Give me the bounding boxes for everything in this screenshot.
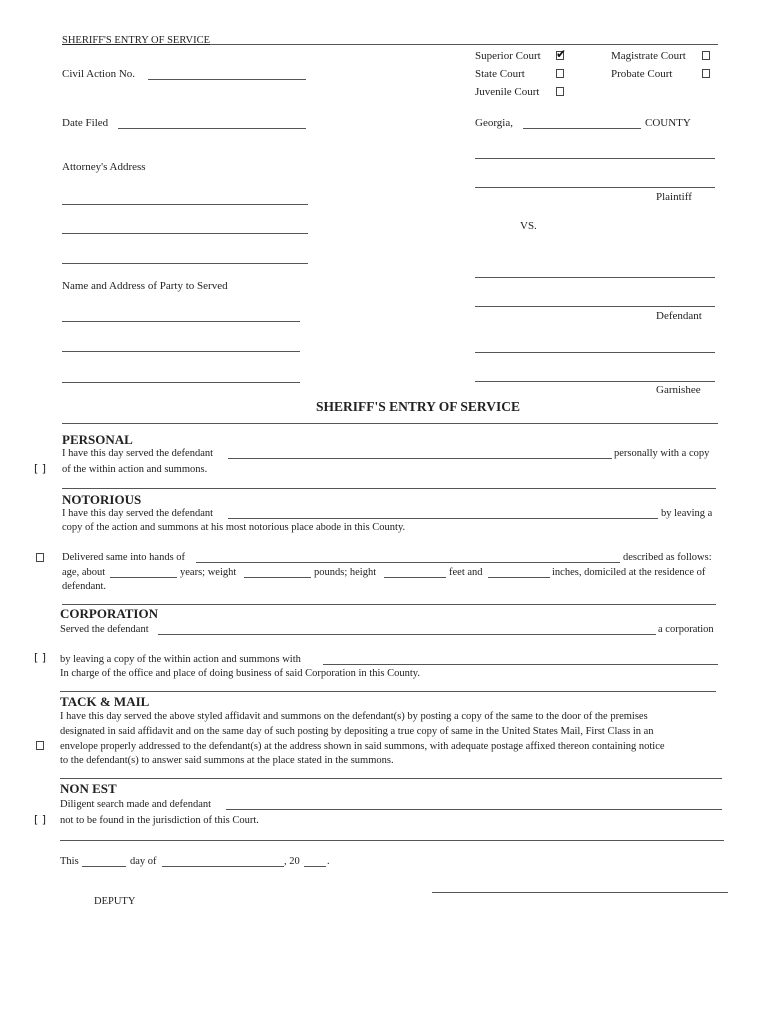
attorney-address-field-2[interactable]: [62, 233, 308, 234]
corporation-line1-end: a corporation: [658, 624, 714, 635]
garnishee-label: Garnishee: [656, 384, 701, 396]
personal-checkbox[interactable]: [ ]: [34, 462, 47, 475]
garnishee-field-2[interactable]: [475, 381, 715, 382]
defendant-field-1[interactable]: [475, 277, 715, 278]
superior-court-checkbox[interactable]: [556, 51, 564, 60]
running-title: SHERIFF'S ENTRY OF SERVICE: [62, 35, 210, 46]
years-label: years; weight: [180, 567, 237, 578]
corporation-line3: In charge of the office and place of doing business of said Corporation in this County.: [60, 668, 420, 679]
deputy-label: DEPUTY: [94, 896, 136, 907]
non-est-line1: Diligent search made and defendant: [60, 799, 212, 810]
age-field[interactable]: [110, 577, 177, 578]
corporation-heading: CORPORATION: [60, 606, 158, 621]
defendant-label: Defendant: [656, 310, 702, 322]
corporation-agent-field[interactable]: [323, 664, 718, 665]
footer-month-field[interactable]: [162, 866, 284, 867]
corporation-defendant-field[interactable]: [158, 634, 656, 635]
notorious-rule: [62, 604, 716, 605]
non-est-heading: NON EST: [60, 781, 117, 796]
juvenile-court-checkbox[interactable]: [556, 87, 564, 96]
attorney-address-label: Attorney's Address: [62, 161, 146, 173]
georgia-label: Georgia,: [475, 117, 513, 129]
state-court-checkbox[interactable]: [556, 69, 564, 78]
civil-action-field[interactable]: [148, 79, 306, 80]
non-est-line2: not to be found in the jurisdiction of this Court.: [60, 815, 259, 826]
attorney-address-field-1[interactable]: [62, 204, 308, 205]
non-est-defendant-field[interactable]: [226, 809, 722, 810]
personal-rule: [62, 488, 716, 489]
weight-field[interactable]: [244, 577, 311, 578]
non-est-rule: [60, 840, 724, 841]
date-filed-field[interactable]: [118, 128, 306, 129]
superior-court-label: Superior Court: [475, 50, 541, 62]
non-est-checkbox[interactable]: [ ]: [34, 813, 47, 826]
delivered-checkbox[interactable]: [36, 553, 44, 562]
height-feet-field[interactable]: [384, 577, 446, 578]
county-field[interactable]: [523, 128, 641, 129]
corporation-rule: [60, 691, 716, 692]
attorney-address-field-3[interactable]: [62, 263, 308, 264]
plaintiff-label: Plaintiff: [656, 191, 692, 203]
defendant-field-2[interactable]: [475, 306, 715, 307]
personal-defendant-field[interactable]: [228, 458, 612, 459]
height-inches-field[interactable]: [488, 577, 550, 578]
magistrate-court-label: Magistrate Court: [611, 50, 686, 62]
form-title: SHERIFF'S ENTRY OF SERVICE: [316, 399, 520, 414]
probate-court-label: Probate Court: [611, 68, 673, 80]
party-served-field-2[interactable]: [62, 351, 300, 352]
footer-period: .: [327, 856, 330, 867]
defendant-word: defendant.: [62, 581, 107, 592]
tack-mail-rule: [60, 778, 722, 779]
state-court-label: State Court: [475, 68, 525, 80]
signature-line[interactable]: [432, 892, 728, 893]
age-label: age, about: [62, 567, 106, 578]
feet-label: feet and: [449, 567, 483, 578]
vs-label: VS.: [520, 220, 537, 232]
personal-line1-end: personally with a copy: [614, 448, 710, 459]
tack-mail-line3: envelope properly addressed to the defendant(s) at the address shown in said summons, with adequate postage affixed thereon containing notice: [60, 741, 665, 752]
magistrate-court-checkbox[interactable]: [702, 51, 710, 60]
probate-court-checkbox[interactable]: [702, 69, 710, 78]
tack-mail-heading: TACK & MAIL: [60, 694, 150, 709]
date-filed-label: Date Filed: [62, 117, 109, 129]
plaintiff-field-1[interactable]: [475, 158, 715, 159]
inches-label: inches, domiciled at the residence of: [552, 567, 706, 578]
corporation-line1-start: Served the defendant: [60, 624, 149, 635]
notorious-line2: copy of the action and summons at his most notorious place abode in this County.: [62, 522, 406, 533]
tack-mail-checkbox[interactable]: [36, 741, 44, 750]
corporation-checkbox[interactable]: [ ]: [34, 651, 47, 664]
corporation-line2: by leaving a copy of the within action and summons with: [60, 654, 301, 665]
tack-mail-line1: I have this day served the above styled affidavit and summons on the defendant(s) by posting a copy of the same to the door of the premises: [60, 711, 648, 722]
party-served-field-1[interactable]: [62, 321, 300, 322]
footer-year-field[interactable]: [304, 866, 326, 867]
juvenile-court-label: Juvenile Court: [475, 86, 540, 98]
personal-line1-start: I have this day served the defendant: [62, 448, 214, 459]
tack-mail-line2: designated in said affidavit and on the same day of such posting by depositing a true copy of same in the United States Mail, First Class in an: [60, 726, 654, 737]
party-served-label: Name and Address of Party to Served: [62, 280, 228, 292]
header-rule: [210, 44, 718, 45]
notorious-line1-end: by leaving a: [661, 508, 713, 519]
notorious-line1-start: I have this day served the defendant: [62, 508, 214, 519]
footer-year-prefix: , 20: [284, 856, 300, 867]
footer-day-of: day of: [130, 856, 157, 867]
delivered-start: Delivered same into hands of: [62, 552, 186, 563]
delivered-hands-field[interactable]: [196, 562, 620, 563]
pounds-label: pounds; height: [314, 567, 377, 578]
garnishee-field-1[interactable]: [475, 352, 715, 353]
delivered-end: described as follows:: [623, 552, 712, 563]
party-served-field-3[interactable]: [62, 382, 300, 383]
title-rule: [62, 423, 718, 424]
tack-mail-line4: to the defendant(s) to answer said summons at the place stated in the summons.: [60, 755, 394, 766]
notorious-heading: NOTORIOUS: [62, 492, 142, 507]
personal-line2: of the within action and summons.: [62, 464, 208, 475]
plaintiff-field-2[interactable]: [475, 187, 715, 188]
footer-day-field[interactable]: [82, 866, 126, 867]
civil-action-label: Civil Action No.: [62, 68, 136, 80]
notorious-defendant-field[interactable]: [228, 518, 658, 519]
county-label: COUNTY: [645, 117, 691, 129]
footer-this: This: [60, 856, 79, 867]
personal-heading: PERSONAL: [62, 432, 133, 447]
